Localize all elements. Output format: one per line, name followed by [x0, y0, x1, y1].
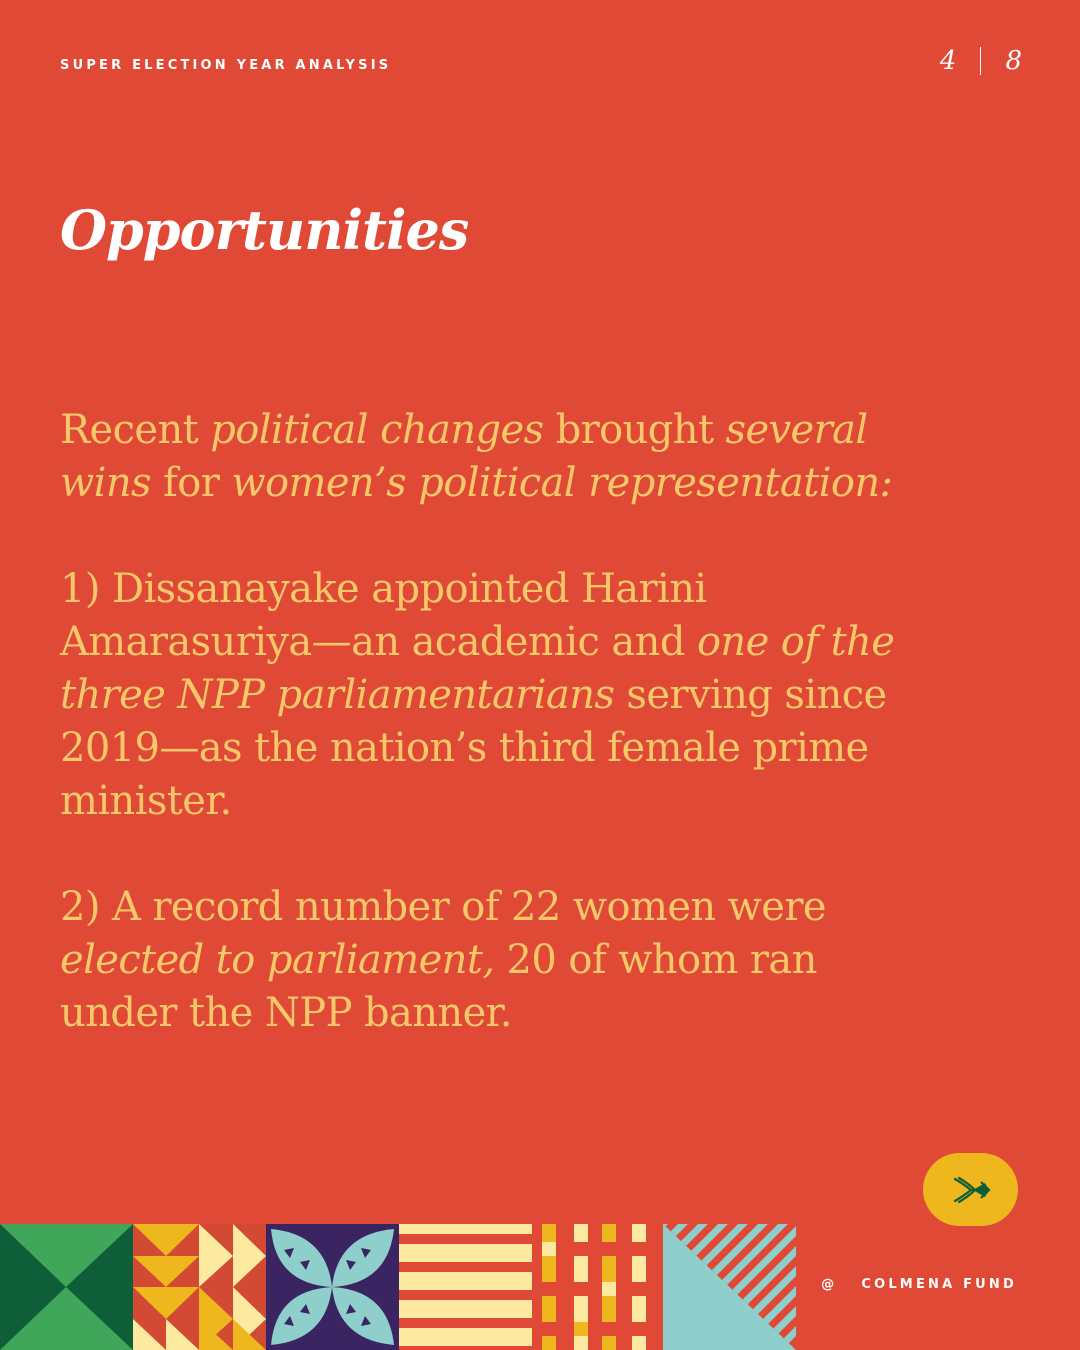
- body-text: [60, 404, 940, 1040]
- point-2-paragraph: 2) A record number of 22 women were elected to parliament, 20 of whom ran under the NPP banner.: [60, 884, 826, 1036]
- kicker: SUPER ELECTION YEAR ANALYSIS: [60, 58, 392, 73]
- pattern-tile-green: [0, 1224, 133, 1350]
- page-indicator: [940, 46, 1022, 76]
- arrow-right-icon: [949, 1175, 993, 1205]
- intro-paragraph: Recent political changes brought several wins for women’s political representation:: [60, 407, 893, 506]
- page-divider: [980, 47, 981, 75]
- pattern-tile-leaves: [266, 1224, 399, 1350]
- point-1-paragraph: 1) Dissanayake appointed Harini Amarasuriya—an academic and one of the three NPP parliamentarians serving since 2019—as the nation’s third female prime minister.: [60, 566, 895, 824]
- pattern-tile-diagonal: [663, 1224, 796, 1350]
- at-symbol: @: [821, 1277, 838, 1292]
- handle-text: COLMENA FUND: [861, 1277, 1017, 1292]
- pattern-tile-triangles: [133, 1224, 266, 1350]
- pattern-tile-weave: [532, 1224, 665, 1350]
- pattern-strip: [0, 1224, 796, 1350]
- page-title: Opportunities: [60, 198, 469, 262]
- next-button[interactable]: [923, 1153, 1018, 1226]
- page-total: 8: [1005, 46, 1022, 76]
- footer-handle: [821, 1277, 1017, 1292]
- page-current: 4: [939, 46, 957, 76]
- pattern-tile-stripes: [399, 1224, 532, 1350]
